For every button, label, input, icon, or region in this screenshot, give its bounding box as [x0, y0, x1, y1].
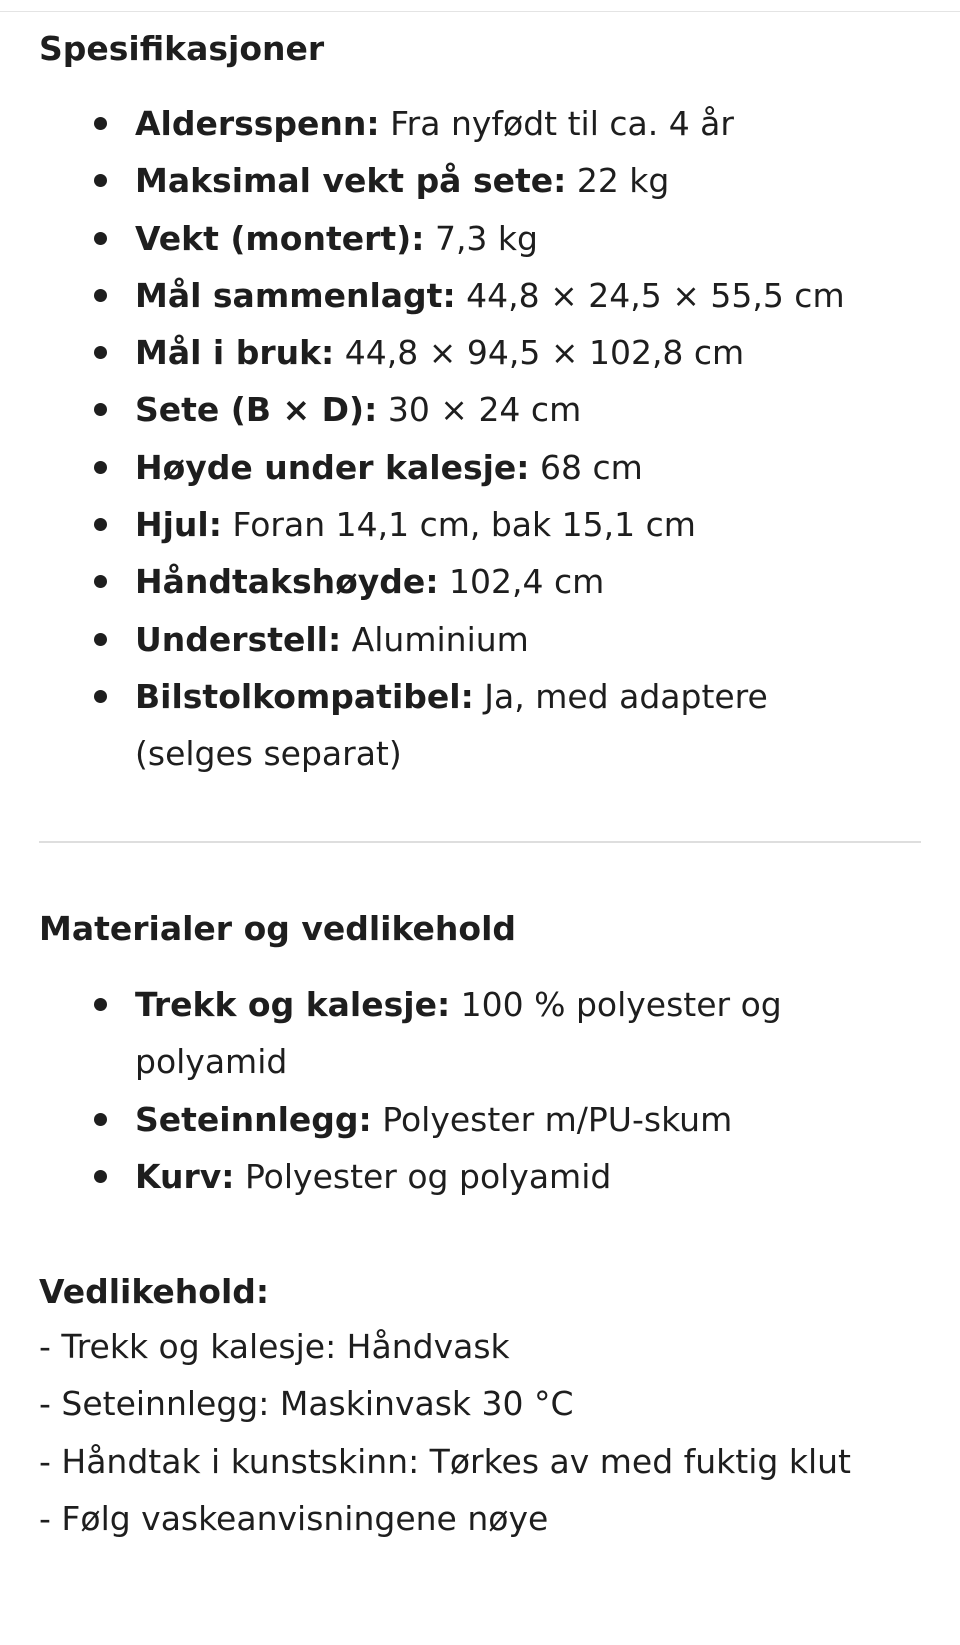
- bullet-icon: [94, 690, 107, 703]
- care-heading: Vedlikehold:: [39, 1272, 270, 1311]
- item-label: Mål i bruk:: [135, 333, 335, 373]
- item-label: Vekt (montert):: [135, 218, 425, 258]
- section-divider: [39, 841, 921, 843]
- materials-list: [0, 976, 870, 1205]
- list-item: [0, 95, 870, 152]
- bullet-icon: [94, 1113, 107, 1126]
- care-line: - Seteinnlegg: Maskinvask 30 °C: [39, 1384, 574, 1424]
- bullet-icon: [94, 1170, 107, 1183]
- bullet-icon: [94, 575, 107, 588]
- list-item: [0, 381, 870, 438]
- item-label: Kurv:: [135, 1156, 235, 1196]
- list-item: [0, 439, 870, 496]
- item-value: Polyester og polyamid: [234, 1156, 612, 1196]
- item-label: Sete (B × D):: [135, 390, 378, 430]
- item-value: 22 kg: [566, 161, 670, 201]
- item-value: 44,8 × 24,5 × 55,5 cm: [455, 275, 845, 315]
- bullet-icon: [94, 998, 107, 1011]
- item-label: Understell:: [135, 619, 342, 659]
- bullet-icon: [94, 461, 107, 474]
- care-line: - Følg vaskeanvisningene nøye: [39, 1498, 549, 1538]
- care-instructions: [39, 1318, 919, 1547]
- item-label: Håndtakshøyde:: [135, 562, 439, 602]
- item-value: 102,4 cm: [438, 562, 605, 602]
- list-item: [0, 1091, 870, 1148]
- list-item: [0, 611, 870, 668]
- bullet-icon: [94, 346, 107, 359]
- materials-heading: Materialer og vedlikehold: [39, 909, 517, 948]
- list-item: [0, 553, 870, 610]
- care-line: - Trekk og kalesje: Håndvask: [39, 1327, 510, 1366]
- bullet-icon: [94, 633, 107, 646]
- item-label: Høyde under kalesje:: [135, 447, 530, 487]
- item-value: 7,3 kg: [424, 218, 538, 258]
- list-item: [0, 976, 870, 1091]
- list-item: [0, 668, 870, 783]
- item-value: Polyester m/PU-skum: [371, 1099, 733, 1139]
- bullet-icon: [94, 232, 107, 245]
- item-label: Maksimal vekt på sete:: [135, 161, 567, 201]
- bullet-icon: [94, 174, 107, 187]
- item-label: Bilstolkompatibel:: [135, 676, 474, 716]
- specifications-heading: Spesifikasjoner: [39, 29, 325, 68]
- item-label: Hjul:: [135, 505, 222, 545]
- list-item: [0, 152, 870, 209]
- list-item: [0, 324, 870, 381]
- care-line: - Håndtak i kunstskinn: Tørkes av med fuktig klut: [39, 1441, 851, 1481]
- specifications-list: [0, 95, 870, 783]
- top-divider: [0, 11, 960, 12]
- bullet-icon: [94, 289, 107, 302]
- item-label: Mål sammenlagt:: [135, 275, 456, 315]
- list-item: [0, 1148, 870, 1205]
- bullet-icon: [94, 117, 107, 130]
- item-label: Aldersspenn:: [135, 104, 380, 143]
- bullet-icon: [94, 518, 107, 531]
- item-value: Ja, med adaptere (selges separat): [135, 676, 768, 774]
- item-value: 100 % polyester og polyamid: [135, 985, 782, 1082]
- list-item: [0, 496, 870, 553]
- item-label: Seteinnlegg:: [135, 1099, 372, 1139]
- item-value: 30 × 24 cm: [377, 390, 582, 430]
- item-value: 68 cm: [529, 447, 643, 487]
- item-value: Fra nyfødt til ca. 4 år: [379, 104, 734, 143]
- list-item: [0, 210, 870, 267]
- bullet-icon: [94, 403, 107, 416]
- item-value: Aluminium: [341, 619, 529, 659]
- item-value: 44,8 × 94,5 × 102,8 cm: [334, 333, 745, 373]
- item-label: Trekk og kalesje:: [135, 985, 451, 1024]
- item-value: Foran 14,1 cm, bak 15,1 cm: [221, 505, 696, 545]
- list-item: [0, 267, 870, 324]
